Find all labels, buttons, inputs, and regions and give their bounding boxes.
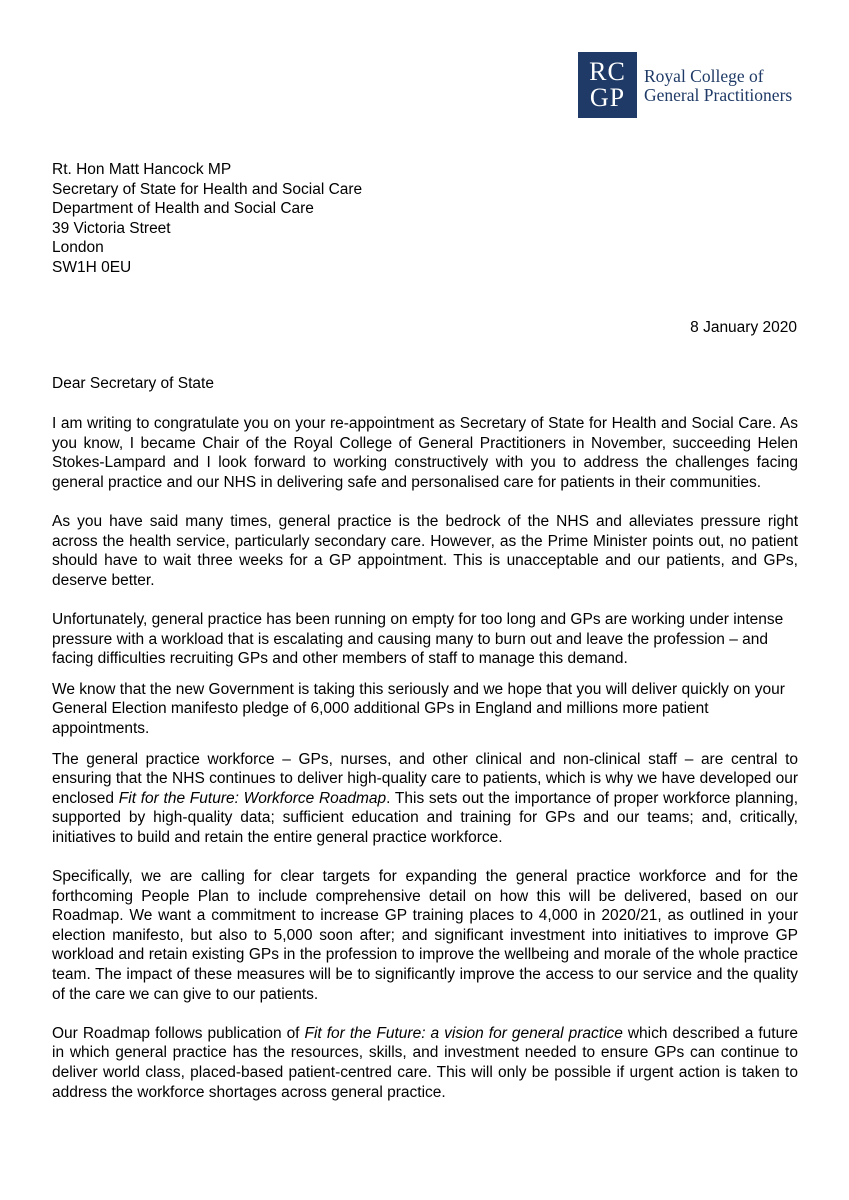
address-line: London [52, 239, 104, 257]
paragraph-3: Unfortunately, general practice has been running on empty for too long and GPs are working under intense pressure with a workload that is escalating and causing many to burn out and leave the profession – and facing difficulties recruiting GPs and other members of staff to manage this demand. [52, 610, 784, 668]
logo-name-line1: Royal College of [644, 66, 764, 86]
recipient-address [52, 160, 362, 278]
logo-name-line2: General Practitioners [644, 85, 793, 105]
paragraph-2: As you have said many times, general practice is the bedrock of the NHS and alleviates pressure right across the health service, particularly secondary care. However, as the Prime Minister points out, no patient should have to wait three weeks for a GP appointment. This is unacceptable and our patients, and GPs, deserve better. [52, 512, 798, 589]
rcgp-logo-mark [578, 52, 637, 118]
rcgp-logo-name [644, 65, 792, 105]
paragraph-5-text-b: . This sets out the importance of proper workforce planning, supported by high-quality data; sufficient education and training for GPs and our teams; and, critically, initiatives to build and retain the entire general practice workforce. [52, 789, 798, 846]
letter-date: 8 January 2020 [690, 319, 797, 336]
paragraph-5 [52, 750, 798, 848]
address-line: 39 Victoria Street [52, 219, 171, 237]
letter-body [52, 414, 798, 1102]
salutation: Dear Secretary of State [52, 375, 214, 392]
address-line: Rt. Hon Matt Hancock MP [52, 161, 232, 178]
logo-mark-line1: RC [589, 57, 626, 86]
paragraph-7-text-a: Our Roadmap follows publication of [52, 1024, 305, 1042]
logo-mark-line2: GP [589, 83, 626, 112]
vision-document-title: Fit for the Future: a vision for general practice [304, 1024, 623, 1042]
rcgp-logo [578, 52, 792, 118]
address-line: SW1H 0EU [52, 258, 132, 276]
paragraph-1: I am writing to congratulate you on your re-appointment as Secretary of State for Health and Social Care. As you know, I became Chair of the Royal College of General Practitioners in November, succeeding Helen Stokes-Lampard and I look forward to working constructively with you to address the challenges facing general practice and our NHS in delivering safe and personalised care for patients in their communities. [52, 415, 798, 491]
address-line: Department of Health and Social Care [52, 200, 314, 218]
paragraph-6: Specifically, we are calling for clear targets for expanding the general practice workforce and for the forthcoming People Plan to include comprehensive detail on how this will be delivered, based on our Roadmap. We want a commitment to increase GP training places to 4,000 in 2020/21, as outlined in your election manifesto, but also to 5,000 soon after; and significant investment into initiatives to improve GP workload and retain existing GPs in the profession to improve the wellbeing and morale of the whole practice team. The impact of these measures will be to significantly improve the access to our service and the quality of the care we can give to our patients. [52, 868, 798, 1003]
paragraph-7-text-b: which described a future in which general practice has the resources, skills, and investment needed to ensure GPs can continue to deliver world class, placed-based patient-centred care. This will only be possible if urgent action is taken to address the workforce shortages across general practice. [52, 1024, 798, 1101]
paragraph-7 [52, 1024, 798, 1102]
paragraph-5-text-a: The general practice workforce – GPs, nurses, and other clinical and non-clinical staff – are central to ensuring that the NHS continues to deliver high-quality care to patients, which is why we have developed our enclosed [52, 750, 798, 807]
paragraph-4: We know that the new Government is taking this seriously and we hope that you will deliver quickly on your General Election manifesto pledge of 6,000 additional GPs in England and millions more patient appointments. [52, 680, 785, 737]
workforce-roadmap-title: Fit for the Future: Workforce Roadmap [118, 789, 387, 807]
address-line: Secretary of State for Health and Social Care [52, 180, 363, 198]
